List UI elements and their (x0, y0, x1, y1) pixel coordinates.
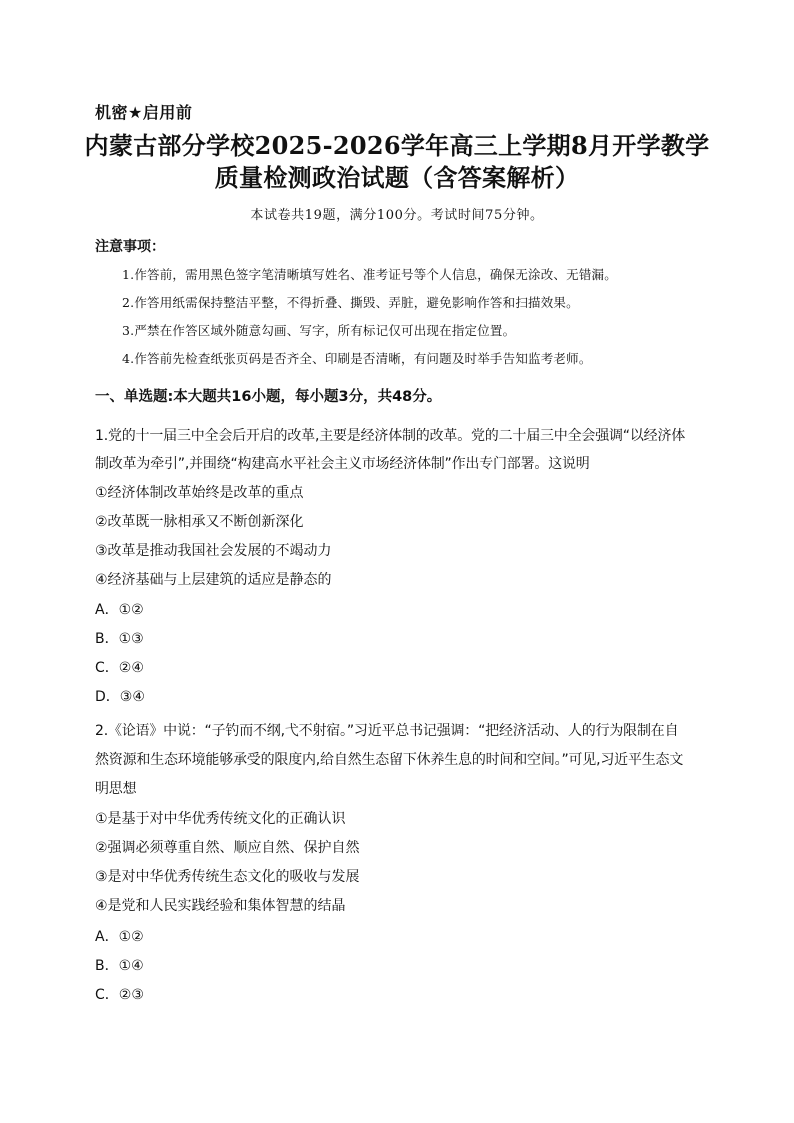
question-2-stem: 2.《论语》中说：“子钓而不纲,弋不射宿。”习近平总书记强调：“把经济活动、人的行为限制在自 (95, 723, 679, 739)
exam-title-line-1: 内蒙古部分学校2025-2026学年高三上学期8月开学教学 (84, 131, 710, 160)
question-1-option-a: A．①② (95, 602, 144, 618)
question-1-statement: ②改革既一脉相承又不断创新深化 (95, 514, 304, 530)
question-1-stem: 1.党的十一届三中全会后开启的改革,主要是经济体制的改革。党的二十届三中全会强调“以经济体 (95, 428, 686, 444)
question-2-option-a: A．①② (95, 929, 144, 945)
question-1-statement: ③改革是推动我国社会发展的不竭动力 (95, 543, 332, 559)
notice-item: 4.作答前先检查纸张页码是否齐全、印刷是否清晰，有问题及时举手告知监考老师。 (122, 351, 592, 366)
notice-item: 2.作答用纸需保持整洁平整，不得折叠、撕毁、弄脏，避免影响作答和扫描效果。 (122, 295, 579, 310)
exam-title-line-2: 质量检测政治试题（含答案解析） (214, 163, 580, 192)
question-2-option-c: C．②③ (95, 987, 144, 1003)
confidential-mark: 机密★启用前 (95, 103, 193, 122)
question-2-statement: ③是对中华优秀传统生态文化的吸收与发展 (95, 869, 360, 885)
notice-item: 3.严禁在作答区域外随意勾画、写字，所有标记仅可出现在指定位置。 (122, 323, 516, 338)
question-1-stem: 制改革为牵引”,并围绕“构建高水平社会主义市场经济体制”作出专门部署。这说明 (95, 456, 590, 472)
question-1-option-b: B．①③ (95, 631, 144, 647)
question-1-statement: ①经济体制改革始终是改革的重点 (95, 485, 304, 501)
question-1-option-c: C．②④ (95, 660, 144, 676)
exam-info: 本试卷共19题，满分100分。考试时间75分钟。 (250, 208, 544, 223)
question-2-stem: 然资源和生态环境能够承受的限度内,给自然生态留下休养生息的时间和空间。”可见,习近平生态文 (95, 752, 684, 768)
question-2-statement: ④是党和人民实践经验和集体智慧的结晶 (95, 898, 346, 914)
question-2-statement: ①是基于对中华优秀传统文化的正确认识 (95, 811, 346, 827)
section-heading: 一、单选题:本大题共16小题，每小题3分，共48分。 (95, 389, 442, 405)
question-2-statement: ②强调必须尊重自然、顺应自然、保护自然 (95, 840, 360, 856)
question-2-option-b: B．①④ (95, 958, 144, 974)
question-1-statement: ④经济基础与上层建筑的适应是静态的 (95, 572, 332, 588)
question-2-stem: 明思想 (95, 781, 137, 797)
notice-heading: 注意事项： (95, 239, 165, 255)
notice-item: 1.作答前，需用黑色签字笔清晰填写姓名、准考证号等个人信息，确保无涂改、无错漏。 (122, 267, 617, 282)
question-1-option-d: D．③④ (95, 689, 145, 705)
